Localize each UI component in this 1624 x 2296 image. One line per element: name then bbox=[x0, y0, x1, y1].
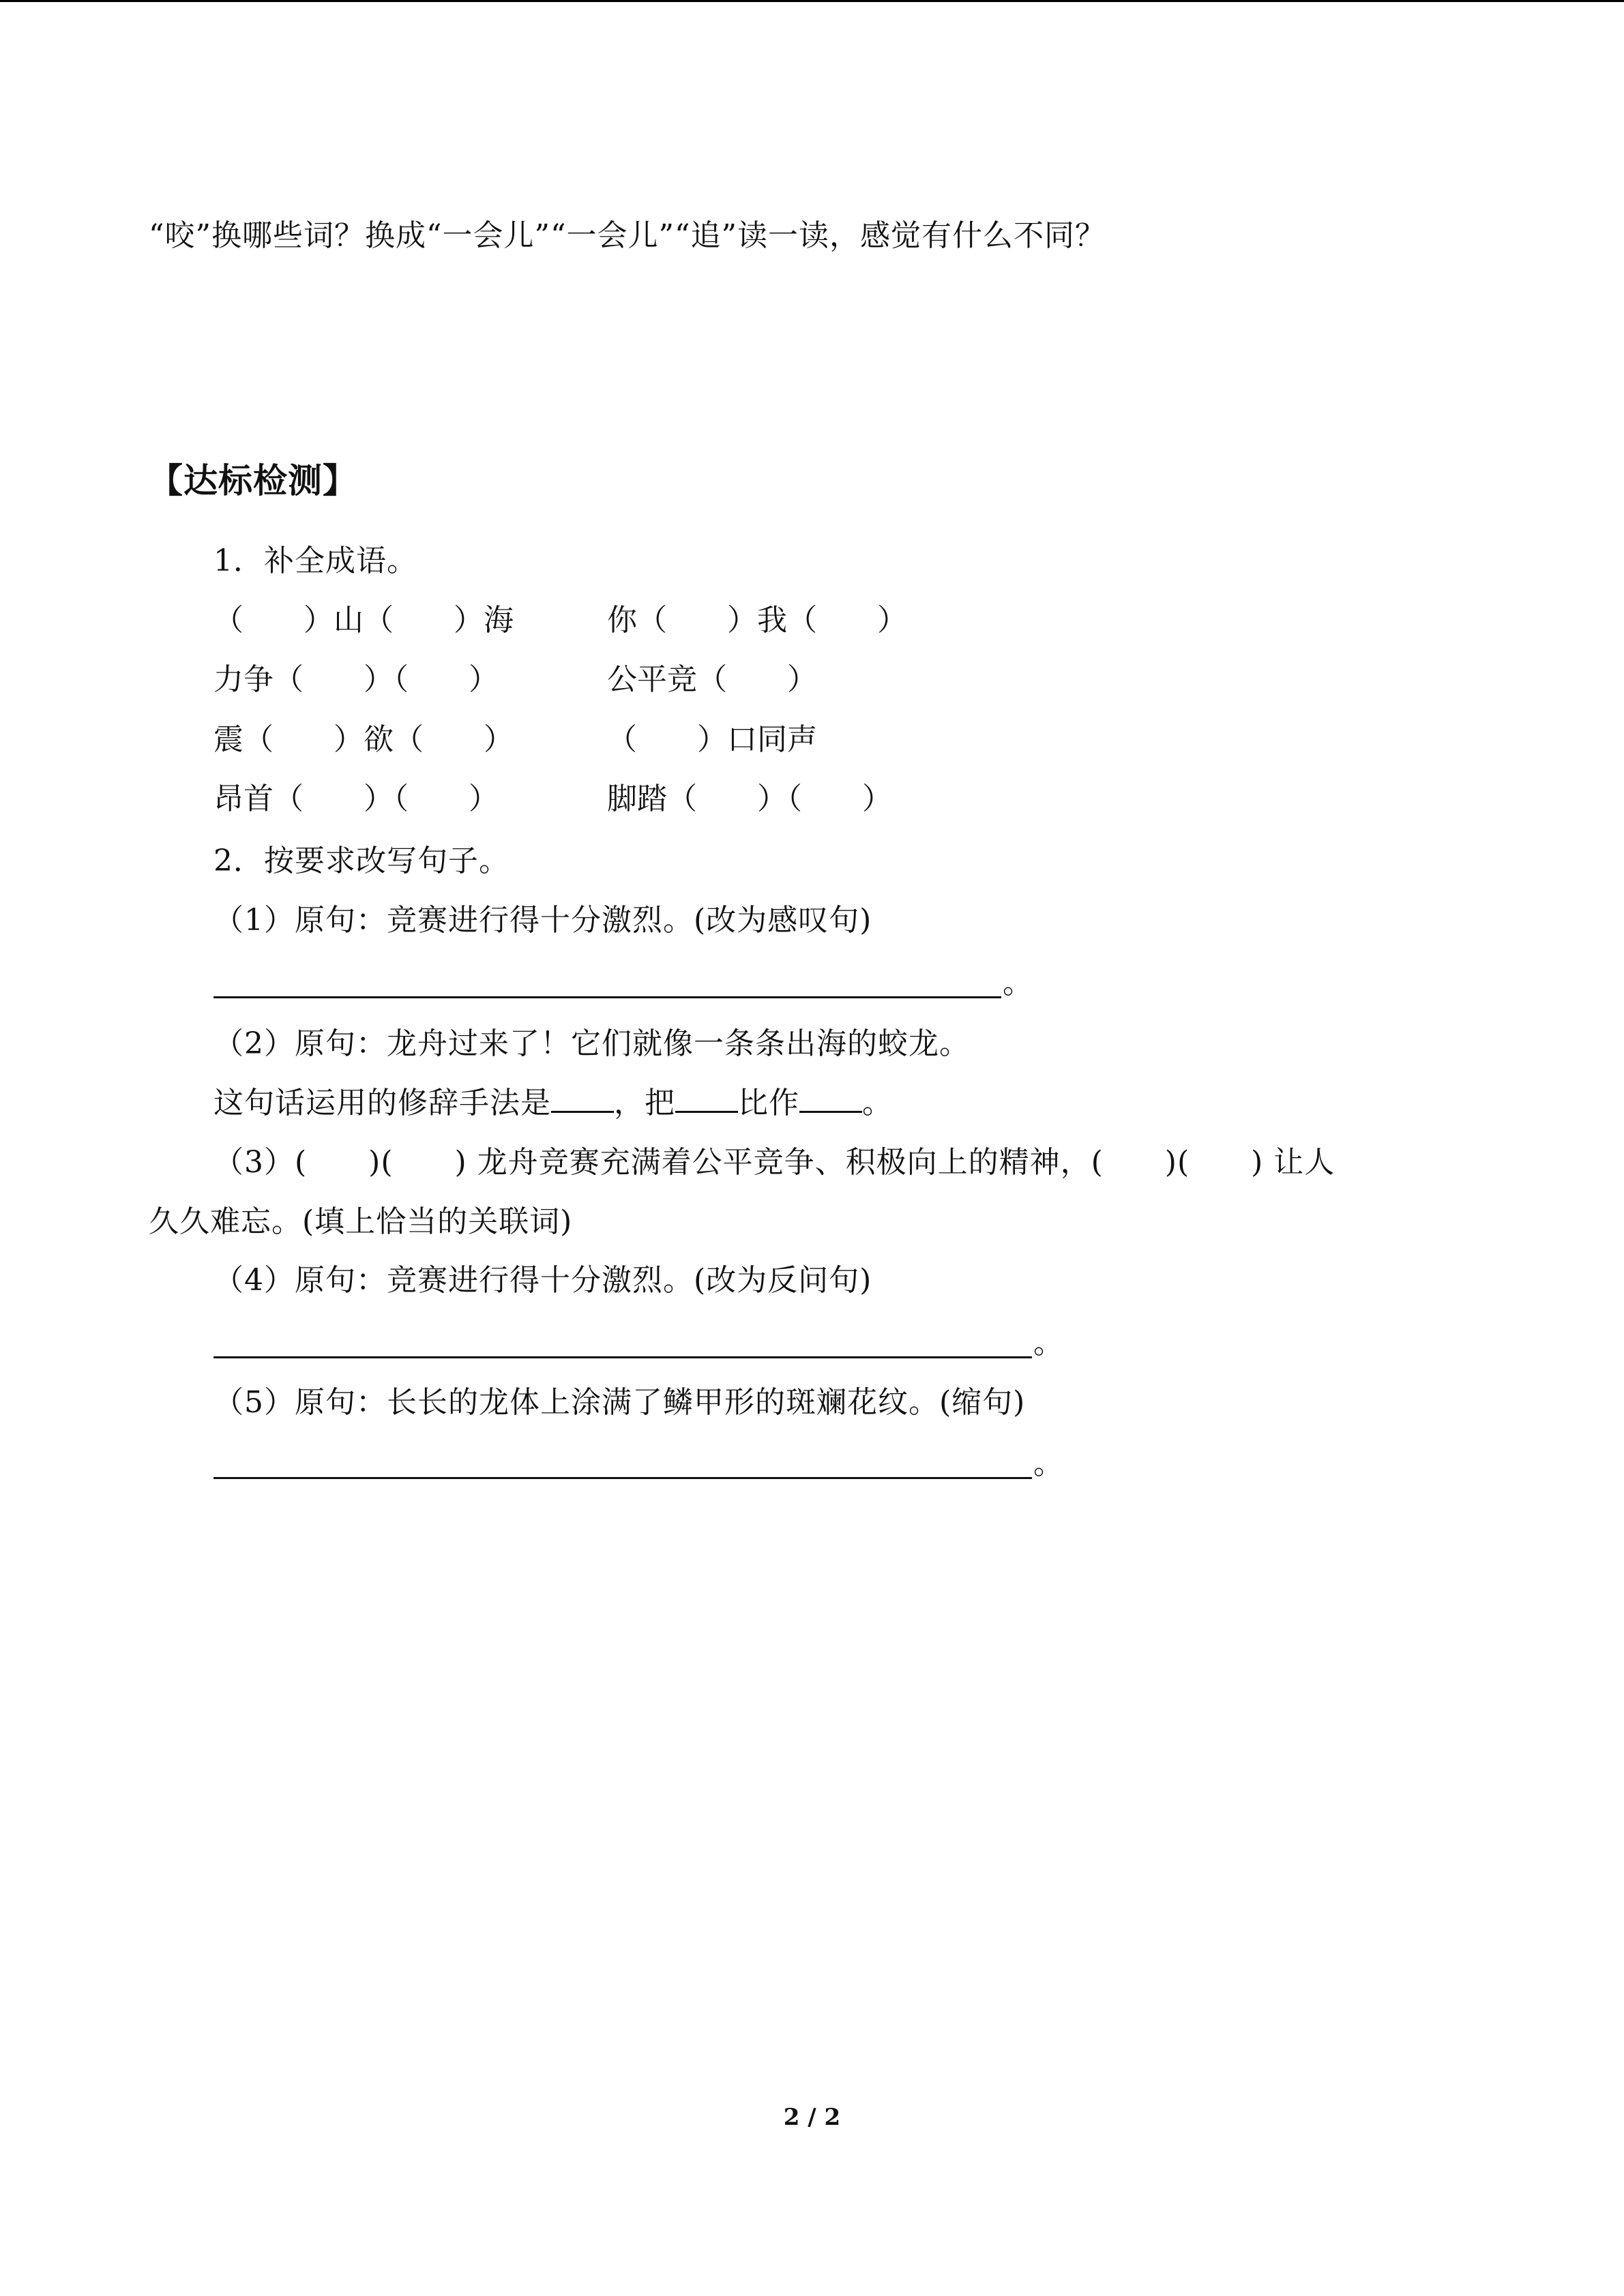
answer-underline bbox=[213, 1477, 1032, 1479]
idiom-item: 力争（ ）（ ） bbox=[213, 662, 499, 697]
page-number: 2 / 2 bbox=[783, 2104, 841, 2131]
question-2-item-1: （1）原句：竞赛进行得十分激烈。(改为感叹句) bbox=[213, 903, 872, 938]
question-2-item-5: （5）原句：长长的龙体上涂满了鳞甲形的斑斓花纹。(缩句) bbox=[213, 1385, 1026, 1420]
answer-line-4[interactable] bbox=[213, 1323, 1063, 1364]
fill-blank-subject[interactable] bbox=[675, 1084, 738, 1113]
idiom-item: 震（ ）欲（ ） bbox=[213, 722, 514, 757]
fill-blank-object[interactable] bbox=[799, 1084, 862, 1113]
page-top-border bbox=[0, 0, 1624, 2]
section-heading: 【达标检测】 bbox=[149, 461, 357, 501]
idiom-item: （ ）山（ ）海 bbox=[213, 603, 514, 638]
idiom-item: （ ）口同声 bbox=[607, 722, 817, 757]
fill-blank-rhetoric[interactable] bbox=[551, 1084, 614, 1113]
answer-line-1[interactable] bbox=[213, 963, 1033, 1004]
answer-end-mark: 。 bbox=[1033, 1446, 1063, 1481]
idiom-row bbox=[213, 659, 1032, 700]
answer-end-mark: 。 bbox=[1033, 1326, 1063, 1360]
idiom-item: 你（ ）我（ ） bbox=[607, 603, 907, 638]
idiom-row bbox=[213, 600, 1032, 641]
intro-question: “咬”换哪些词？换成“一会儿”“一会儿”“追”读一读，感觉有什么不同？ bbox=[149, 218, 1106, 253]
idiom-item: 昂首（ ）（ ） bbox=[213, 781, 499, 816]
question-2-item-3-line-1: （3）( )( ) 龙舟竞赛充满着公平竞争、积极向上的精神，( )( ) 让人 bbox=[213, 1145, 1335, 1180]
fill-text: 比作 bbox=[738, 1086, 799, 1120]
idiom-row bbox=[213, 719, 1032, 760]
question-2-item-3-line-2: 久久难忘。(填上恰当的关联词) bbox=[149, 1204, 573, 1239]
answer-line-5[interactable] bbox=[213, 1444, 1063, 1485]
question-2-item-2: （2）原句：龙舟过来了！它们就像一条条出海的蛟龙。 bbox=[213, 1026, 970, 1061]
idiom-row bbox=[213, 779, 1032, 820]
question-1-title: 1．补全成语。 bbox=[213, 543, 417, 578]
question-2-title: 2．按要求改写句子。 bbox=[213, 844, 510, 878]
fill-text: 。 bbox=[862, 1086, 893, 1120]
fill-text: ，把 bbox=[614, 1086, 675, 1120]
fill-text: 这句话运用的修辞手法是 bbox=[213, 1086, 551, 1120]
answer-underline bbox=[213, 996, 1001, 998]
answer-end-mark: 。 bbox=[1003, 966, 1033, 1000]
question-2-item-4: （4）原句：竞赛进行得十分激烈。(改为反问句) bbox=[213, 1263, 872, 1298]
idiom-item: 脚踏（ ）（ ） bbox=[607, 781, 892, 816]
idiom-item: 公平竞（ ） bbox=[607, 662, 817, 697]
answer-underline bbox=[213, 1356, 1032, 1358]
question-2-item-2-fill bbox=[213, 1083, 893, 1124]
